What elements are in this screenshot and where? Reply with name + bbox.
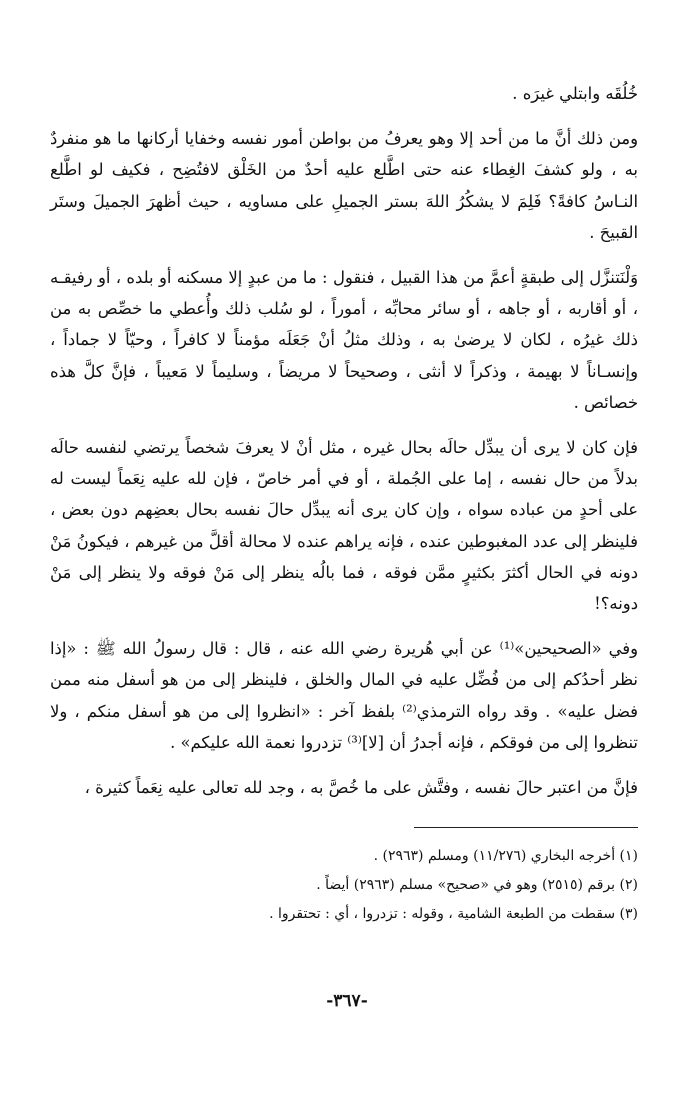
footnote-separator (414, 827, 638, 828)
paragraph-4: فإن كان لا يرى أن يبدِّل حالَه بحال غيره ، مثل أنْ لا يعرفَ شخصاً يرتضي لنفسه حالَه بدلاً من حال نفسه ، إما على الجُملة ، أو في أمر خاصّ ، فإن لله عليه نِعَماً ليست له على أحدٍ من عباده سواه ، وإن كان يرى أنه يبدِّل حالَ نفسه بحال بعضِهم دون بعض ، فلينظر إلى عدد المغبوطين عنده ، فإنه يراهم عنده لا محالة أقلَّ من غيرهم ، فيكونُ مَنْ دونه في الحال أكثرَ بكثيرٍ ممَّن فوقه ، فما بالُه ينظر إلى مَنْ فوقه ولا ينظر إلى مَنْ دونه؟! (50, 438, 638, 614)
paragraph-6: فإنَّ من اعتبر حالَ نفسه ، وفتَّش على ما خُصَّ به ، وجد لله تعالى عليه نِعَماً كثيرة ، (84, 778, 638, 798)
footnote-1: (١) أخرجه البخاري (١١/٢٧٦) ومسلم (٢٩٦٣) . (373, 848, 638, 865)
footnote-3: (٣) سقطت من الطبعة الشامية ، وقوله : تزدروا ، أي : تحتقروا . (269, 906, 638, 923)
footnotes (50, 842, 638, 929)
paragraph-1: خُلُقَه وابتلي غيرَه . (512, 84, 638, 103)
paragraph-5: وفي «الصحيحين»⁽¹⁾ عن أبي هُريرة رضي الله عنه ، قال : قال رسولُ الله ﷺ : «إذا نظر أحدُكم إلى من فُضِّل عليه في المال والخلق ، فلينظر إلى من هو أسفل منه ممن فضل عليه» . وقد رواه الترمذي⁽²⁾ بلفظ آخر : «انظروا إلى من هو أسفل منكم ، ولا تنظروا إلى من فوقكم ، فإنه أجدرُ أن [لا]⁽³⁾ تزدروا نعمة الله عليكم» . (50, 639, 638, 752)
paragraph-2: ومن ذلك أنَّ ما من أحد إلا وهو يعرفُ من بواطن أمور نفسه وخفايا أركانها ما هو منفردٌ به ، ولو كشفَ الغِطاء عنه حتى اطَّلع عليه أحدٌ من الخَلْق لافتُضِح ، فكيف لو اطَّلع النـاسُ كافةً؟ فَلِمَ لا يشكُرُ اللهَ بستر الجميلِ على مساويه ، حيث أظهرَ الجميلَ وستَر القبيحَ . (50, 129, 638, 242)
footnote-2: (٢) برقم (٢٥١٥) وهو في «صحيح» مسلم (٢٩٦٣) أيضاً . (316, 877, 638, 894)
page-number: -٣٦٧- (326, 991, 368, 1011)
paragraph-3: وَلْنَتنزَّل إلى طبقةٍ أعمَّ من هذا القبيل ، فنقول : ما من عبدٍ إلا مسكنه أو بلده ، أو رفيقـه ، أو أقاربه ، أو جاهه ، أو سائر محابِّه ، أموراً ، لو سُلب ذلك وأُعطي ما خصِّص به من ذلك غيرُه ، لكان لا يرضىٰ به ، وذلك مثلُ أنْ جَعَلَه مؤمناً لا كافراً ، وحيّاً لا جماداً ، وإنسـاناً لا بهيمة ، وذكراً لا أنثى ، وصحيحاً لا مريضاً ، وسليماً لا مَعيباً ، فإنَّ كلَّ هذه خصائص . (50, 268, 638, 412)
